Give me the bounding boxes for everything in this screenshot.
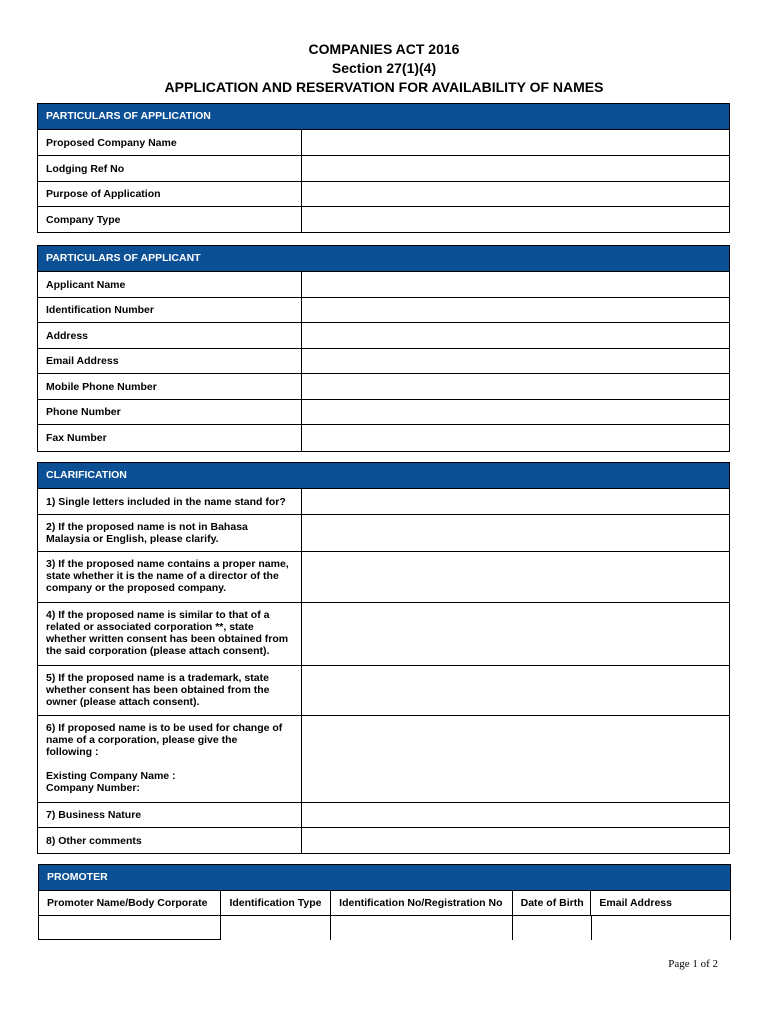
proposed-company-name-label: Proposed Company Name	[38, 130, 302, 155]
clarification-q4-field[interactable]	[302, 603, 729, 665]
clarification-q1-field[interactable]	[302, 489, 729, 514]
lodging-ref-field[interactable]	[302, 156, 729, 181]
form-header	[0, 40, 768, 97]
application-section	[37, 103, 730, 233]
clarification-q6-label: 6) If proposed name is to be used for change of name of a corporation, please give the following : Existing Company Name : Company Number:	[38, 716, 302, 802]
purpose-label: Purpose of Application	[38, 182, 302, 206]
form-row	[38, 130, 729, 156]
clarification-q2-label: 2) If the proposed name is not in Bahasa Malaysia or English, please clarify.	[38, 515, 302, 551]
form-row	[38, 182, 729, 207]
promoter-name-cell[interactable]	[38, 916, 221, 940]
act-title: COMPANIES ACT 2016	[308, 41, 460, 57]
date-of-birth-column: Date of Birth	[513, 891, 592, 915]
promoter-name-column: Promoter Name/Body Corporate	[39, 891, 221, 915]
form-row	[38, 400, 729, 425]
identification-no-cell[interactable]	[331, 916, 513, 940]
form-row	[38, 552, 729, 603]
promoter-section-title: PROMOTER	[38, 864, 731, 891]
email-address-cell[interactable]	[592, 916, 731, 940]
clarification-q1-label: 1) Single letters included in the name stand for?	[38, 489, 302, 514]
form-title: APPLICATION AND RESERVATION FOR AVAILABILITY OF NAMES	[164, 79, 604, 95]
fax-label: Fax Number	[38, 425, 302, 451]
form-row	[38, 298, 729, 323]
identification-type-column: Identification Type	[221, 891, 331, 915]
proposed-company-name-field[interactable]	[302, 130, 729, 155]
form-row	[38, 803, 729, 828]
form-row	[38, 603, 729, 666]
clarification-section	[37, 462, 730, 854]
business-nature-field[interactable]	[302, 803, 729, 827]
company-type-field[interactable]	[302, 207, 729, 232]
email-field[interactable]	[302, 349, 729, 373]
identification-number-field[interactable]	[302, 298, 729, 322]
address-field[interactable]	[302, 323, 729, 348]
clarification-q3-label: 3) If the proposed name contains a proper name, state whether it is the name of a director of the company or the proposed company.	[38, 552, 302, 602]
identification-no-column: Identification No/Registration No	[331, 891, 512, 915]
clarification-q2-field[interactable]	[302, 515, 729, 551]
phone-label: Phone Number	[38, 400, 302, 424]
form-row	[38, 374, 729, 400]
identification-number-label: Identification Number	[38, 298, 302, 322]
clarification-q4-label: 4) If the proposed name is similar to that of a related or associated corporation **, state whether written consent has been obtained from the said corporation (please attach consent).	[38, 603, 302, 665]
email-address-column: Email Address	[599, 897, 672, 909]
form-row	[38, 716, 729, 803]
email-label: Email Address	[38, 349, 302, 373]
address-label: Address	[38, 323, 302, 348]
form-row	[38, 828, 729, 853]
clarification-q5-field[interactable]	[302, 666, 729, 715]
fax-field[interactable]	[302, 425, 729, 451]
promoter-section	[38, 864, 731, 940]
company-type-label: Company Type	[38, 207, 302, 232]
date-of-birth-cell[interactable]	[513, 916, 592, 940]
applicant-section	[37, 245, 730, 452]
mobile-phone-field[interactable]	[302, 374, 729, 399]
applicant-name-field[interactable]	[302, 272, 729, 297]
other-comments-field[interactable]	[302, 828, 729, 853]
business-nature-label: 7) Business Nature	[38, 803, 302, 827]
promoter-table-header	[38, 891, 731, 916]
form-row	[38, 666, 729, 716]
section-ref: Section 27(1)(4)	[331, 60, 437, 76]
purpose-field[interactable]	[302, 182, 729, 206]
form-row	[38, 207, 729, 232]
identification-type-cell[interactable]	[221, 916, 331, 940]
lodging-ref-label: Lodging Ref No	[38, 156, 302, 181]
clarification-q5-label: 5) If the proposed name is a trademark, state whether consent has been obtained from the owner (please attach consent).	[38, 666, 302, 715]
applicant-name-label: Applicant Name	[38, 272, 302, 297]
form-row	[38, 425, 729, 451]
form-row	[38, 489, 729, 515]
other-comments-label: 8) Other comments	[38, 828, 302, 853]
clarification-q6-field[interactable]	[302, 716, 729, 802]
clarification-section-title: CLARIFICATION	[38, 463, 729, 489]
page-number: Page 1 of 2	[668, 958, 718, 970]
form-row	[38, 323, 729, 349]
application-section-title: PARTICULARS OF APPLICATION	[38, 104, 729, 130]
form-row	[38, 515, 729, 552]
clarification-q3-field[interactable]	[302, 552, 729, 602]
table-row	[38, 916, 731, 940]
phone-field[interactable]	[302, 400, 729, 424]
form-row	[38, 349, 729, 374]
applicant-section-title: PARTICULARS OF APPLICANT	[38, 246, 729, 272]
mobile-phone-label: Mobile Phone Number	[38, 374, 302, 399]
form-row	[38, 272, 729, 298]
form-row	[38, 156, 729, 182]
